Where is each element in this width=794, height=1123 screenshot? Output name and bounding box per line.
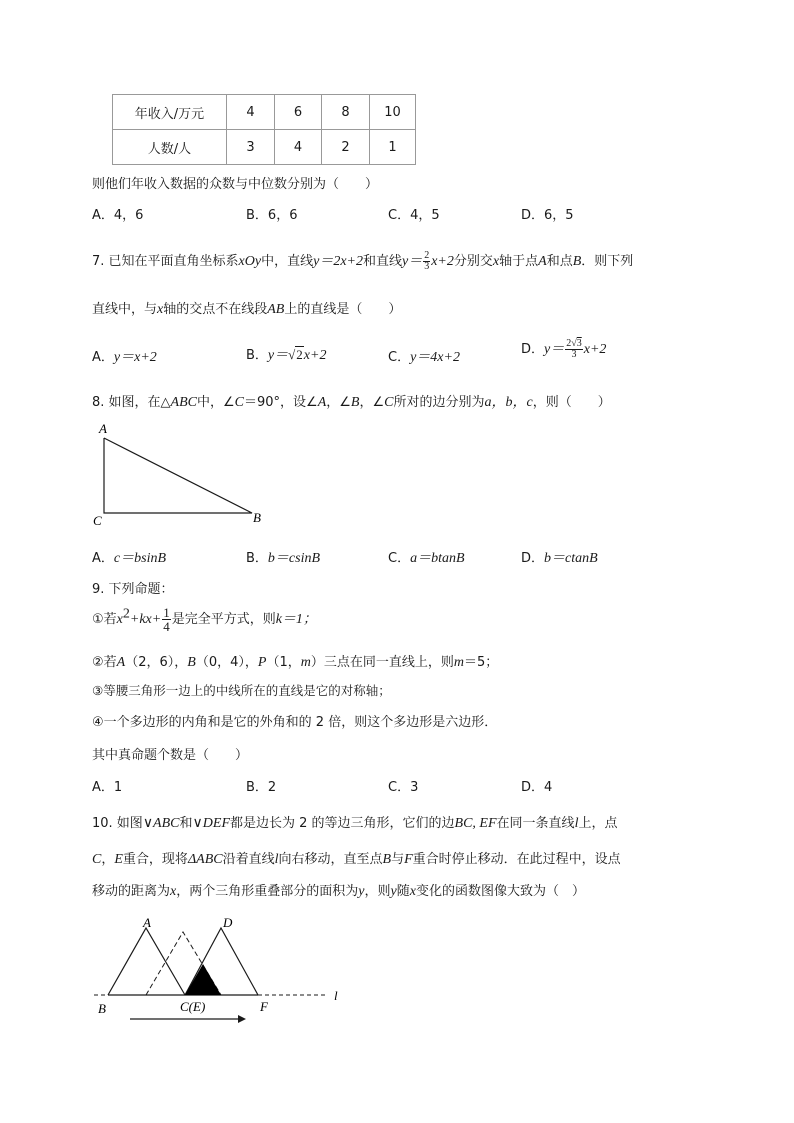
table-cell: 3: [227, 130, 275, 165]
text: 中，直线: [261, 254, 314, 269]
math: y＝: [544, 342, 565, 357]
math: m: [300, 655, 311, 670]
math: P: [257, 655, 267, 670]
coef: 2: [566, 338, 572, 349]
text: 7. 已知在平面直角坐标系: [92, 254, 239, 269]
q9-option-b[interactable]: B．2: [246, 780, 277, 795]
fig-label-l: l: [334, 988, 338, 1003]
q7-option-d[interactable]: [521, 338, 606, 360]
math: B: [350, 395, 360, 410]
math: B: [572, 254, 582, 269]
math: x+2: [303, 348, 327, 363]
math: y: [390, 884, 397, 899]
text: 轴于点: [499, 254, 539, 269]
math: m: [453, 655, 464, 670]
option-label: D．: [521, 551, 545, 566]
math: x: [409, 884, 416, 899]
denominator: 3: [424, 261, 430, 272]
text: 轴的交点不在线段: [163, 302, 268, 317]
fig-label-d: D: [223, 915, 233, 930]
math: xOy: [238, 254, 262, 269]
denominator: 3: [571, 349, 577, 360]
math: F: [404, 852, 413, 867]
table-row: [113, 130, 416, 165]
text: 重合，现将: [122, 852, 188, 867]
text: ，则: [364, 884, 391, 899]
text: ，: [101, 852, 115, 867]
table-cell: 人数/人: [113, 130, 227, 165]
math: y＝: [267, 348, 289, 363]
math: ΔABC: [187, 852, 223, 867]
q8-option-a[interactable]: [92, 547, 166, 567]
text: ＝5；: [463, 655, 499, 670]
q9-option-d[interactable]: D．4: [521, 780, 553, 795]
text: 变化的函数图像大致为（ ）: [415, 884, 585, 899]
q9-statement-3: ③等腰三角形一边上的中线所在的直线是它的对称轴；: [92, 683, 391, 698]
text: （1，: [266, 655, 301, 670]
q9-option-c[interactable]: C．3: [388, 780, 419, 795]
superscript: 2: [122, 606, 130, 622]
q6-option-d[interactable]: D．6，5: [521, 208, 574, 223]
math: E: [114, 852, 123, 867]
fraction: [162, 606, 171, 633]
table-cell: 4: [275, 130, 322, 165]
text: ．则下列: [581, 254, 634, 269]
math: x: [170, 884, 177, 899]
text: 直线中，与: [92, 302, 158, 317]
math: ∨ABC: [142, 816, 180, 831]
table-cell: 1: [370, 130, 416, 165]
math: x: [116, 612, 123, 627]
math: x+2: [583, 342, 607, 357]
denominator: 4: [163, 619, 170, 634]
math: k＝1；: [275, 612, 317, 627]
math: C: [234, 395, 244, 410]
q6-stem: 则他们年收入数据的众数与中位数分别为（ ）: [92, 177, 379, 192]
text: 8. 如图，在△: [92, 395, 171, 410]
math: B: [382, 852, 392, 867]
text: 向右移动，直至点: [278, 852, 383, 867]
math: a＝btanB: [410, 551, 465, 566]
q7-stem-line1: [92, 250, 633, 272]
text: 与: [391, 852, 405, 867]
income-table: [112, 94, 416, 165]
numerator: 2√3: [566, 338, 582, 349]
q7-option-b[interactable]: [246, 344, 326, 364]
text: 随: [396, 884, 410, 899]
text: ）三点在同一直线上，则: [310, 655, 454, 670]
math: x: [157, 302, 164, 317]
q8-option-c[interactable]: [388, 547, 465, 567]
q7-option-c[interactable]: [388, 346, 460, 366]
text: 上，点: [578, 816, 618, 831]
q9-option-a[interactable]: A．1: [92, 780, 123, 795]
text: 都是边长为 2 的等边三角形，它们的边: [230, 816, 455, 831]
triangle-abc: [104, 438, 252, 513]
math: x+2: [431, 254, 454, 269]
text: 和直线: [362, 254, 402, 269]
q7-stem-line2: [92, 298, 401, 318]
q8-triangle-figure: [90, 420, 280, 530]
q9-stem: 9. 下列命题：: [92, 582, 174, 597]
math: +kx+: [129, 612, 162, 627]
math: AB: [267, 302, 285, 317]
q6-option-a[interactable]: A．4，6: [92, 208, 144, 223]
option-label: D．: [521, 342, 545, 357]
math: y＝2x+2: [313, 254, 363, 269]
math: b＝csinB: [267, 551, 321, 566]
option-label: A．: [92, 350, 114, 365]
text: ＝90°，设∠: [244, 395, 318, 410]
overlap-region: [185, 964, 221, 995]
fig-label-b: B: [98, 1001, 106, 1016]
fig-label-ce: C(E): [180, 999, 206, 1014]
math: l: [274, 852, 279, 867]
math: y: [358, 884, 365, 899]
text: （2，6），: [125, 655, 188, 670]
math: c＝bsinB: [113, 551, 167, 566]
table-cell: 2: [322, 130, 370, 165]
label-b: B: [253, 510, 261, 525]
math: A: [538, 254, 547, 269]
numerator: 2: [424, 250, 430, 261]
fraction: [423, 251, 430, 272]
table-cell: 4: [227, 95, 275, 130]
q9-ask: 其中真命题个数是（ ）: [92, 748, 249, 763]
text: 和点: [546, 254, 573, 269]
q6-option-c[interactable]: C．4，5: [388, 208, 440, 223]
text: 所对的边分别为: [393, 395, 485, 410]
label-c: C: [93, 513, 102, 528]
math: ∨DEF: [192, 816, 230, 831]
math: b＝ctanB: [544, 551, 598, 566]
text: ，两个三角形重叠部分的面积为: [176, 884, 359, 899]
text: 重合时停止移动．在此过程中，设点: [412, 852, 621, 867]
text: 和: [179, 816, 193, 831]
math: y＝: [402, 254, 423, 269]
math: y＝x+2: [113, 350, 157, 365]
text: ①若: [92, 612, 117, 627]
q9-statement-1: [92, 606, 317, 633]
numerator: 1: [163, 605, 170, 620]
option-label: B．: [246, 348, 268, 363]
text: ②若: [92, 655, 117, 670]
text: 分别交: [453, 254, 493, 269]
option-label: C．: [388, 551, 411, 566]
math: BC, EF: [454, 816, 497, 831]
math: C: [384, 395, 394, 410]
q9-statement-2: [92, 651, 498, 671]
math: a，b，c: [484, 395, 533, 410]
label-a: A: [99, 421, 107, 436]
triangle-abc: [108, 928, 185, 995]
q6-option-b[interactable]: B．6，6: [246, 208, 298, 223]
text: （0，4），: [195, 655, 258, 670]
text: ，∠: [326, 395, 351, 410]
q8-option-b[interactable]: [246, 547, 320, 567]
table-cell: 8: [322, 95, 370, 130]
table-row: [113, 95, 416, 130]
table-cell: 6: [275, 95, 322, 130]
math: C: [92, 852, 102, 867]
table-cell: 10: [370, 95, 416, 130]
fig-label-f: F: [260, 999, 268, 1014]
radicand: 2: [296, 347, 303, 362]
text: 移动的距离为: [92, 884, 171, 899]
option-label: A．: [92, 551, 114, 566]
text: 在同一条直线: [496, 816, 575, 831]
q8-option-d[interactable]: [521, 547, 598, 567]
text: 沿着直线: [222, 852, 275, 867]
q10-stem-line2: [92, 848, 621, 868]
fig-label-a: A: [143, 915, 151, 930]
q8-stem: [92, 391, 611, 411]
math: ABC: [170, 395, 197, 410]
q10-stem-line1: [92, 812, 617, 832]
text: 上的直线是（ ）: [284, 302, 402, 317]
move-arrow-head: [238, 1015, 246, 1023]
math: B: [187, 655, 196, 670]
option-label: C．: [388, 350, 411, 365]
text: ，∠: [359, 395, 385, 410]
math: A: [317, 395, 327, 410]
math: x: [492, 254, 500, 269]
q10-triangles-figure: [88, 910, 358, 1030]
q9-statement-4: ④一个多边形的内角和是它的外角和的 2 倍，则这个多边形是六边形．: [92, 715, 498, 730]
q7-option-a[interactable]: [92, 346, 157, 366]
math: y＝4x+2: [410, 350, 460, 365]
option-label: B．: [246, 551, 268, 566]
table-cell: 年收入/万元: [113, 95, 227, 130]
q10-stem-line3: [92, 880, 585, 900]
text: 中，∠: [197, 395, 235, 410]
sqrt: √2: [288, 347, 303, 362]
math: A: [116, 655, 126, 670]
math: l: [574, 816, 579, 831]
fraction: [565, 339, 583, 360]
text: ，则（ ）: [532, 395, 611, 410]
radicand: 3: [576, 338, 582, 349]
text: 10. 如图: [92, 816, 143, 831]
text: 是完全平方式，则: [171, 612, 276, 627]
